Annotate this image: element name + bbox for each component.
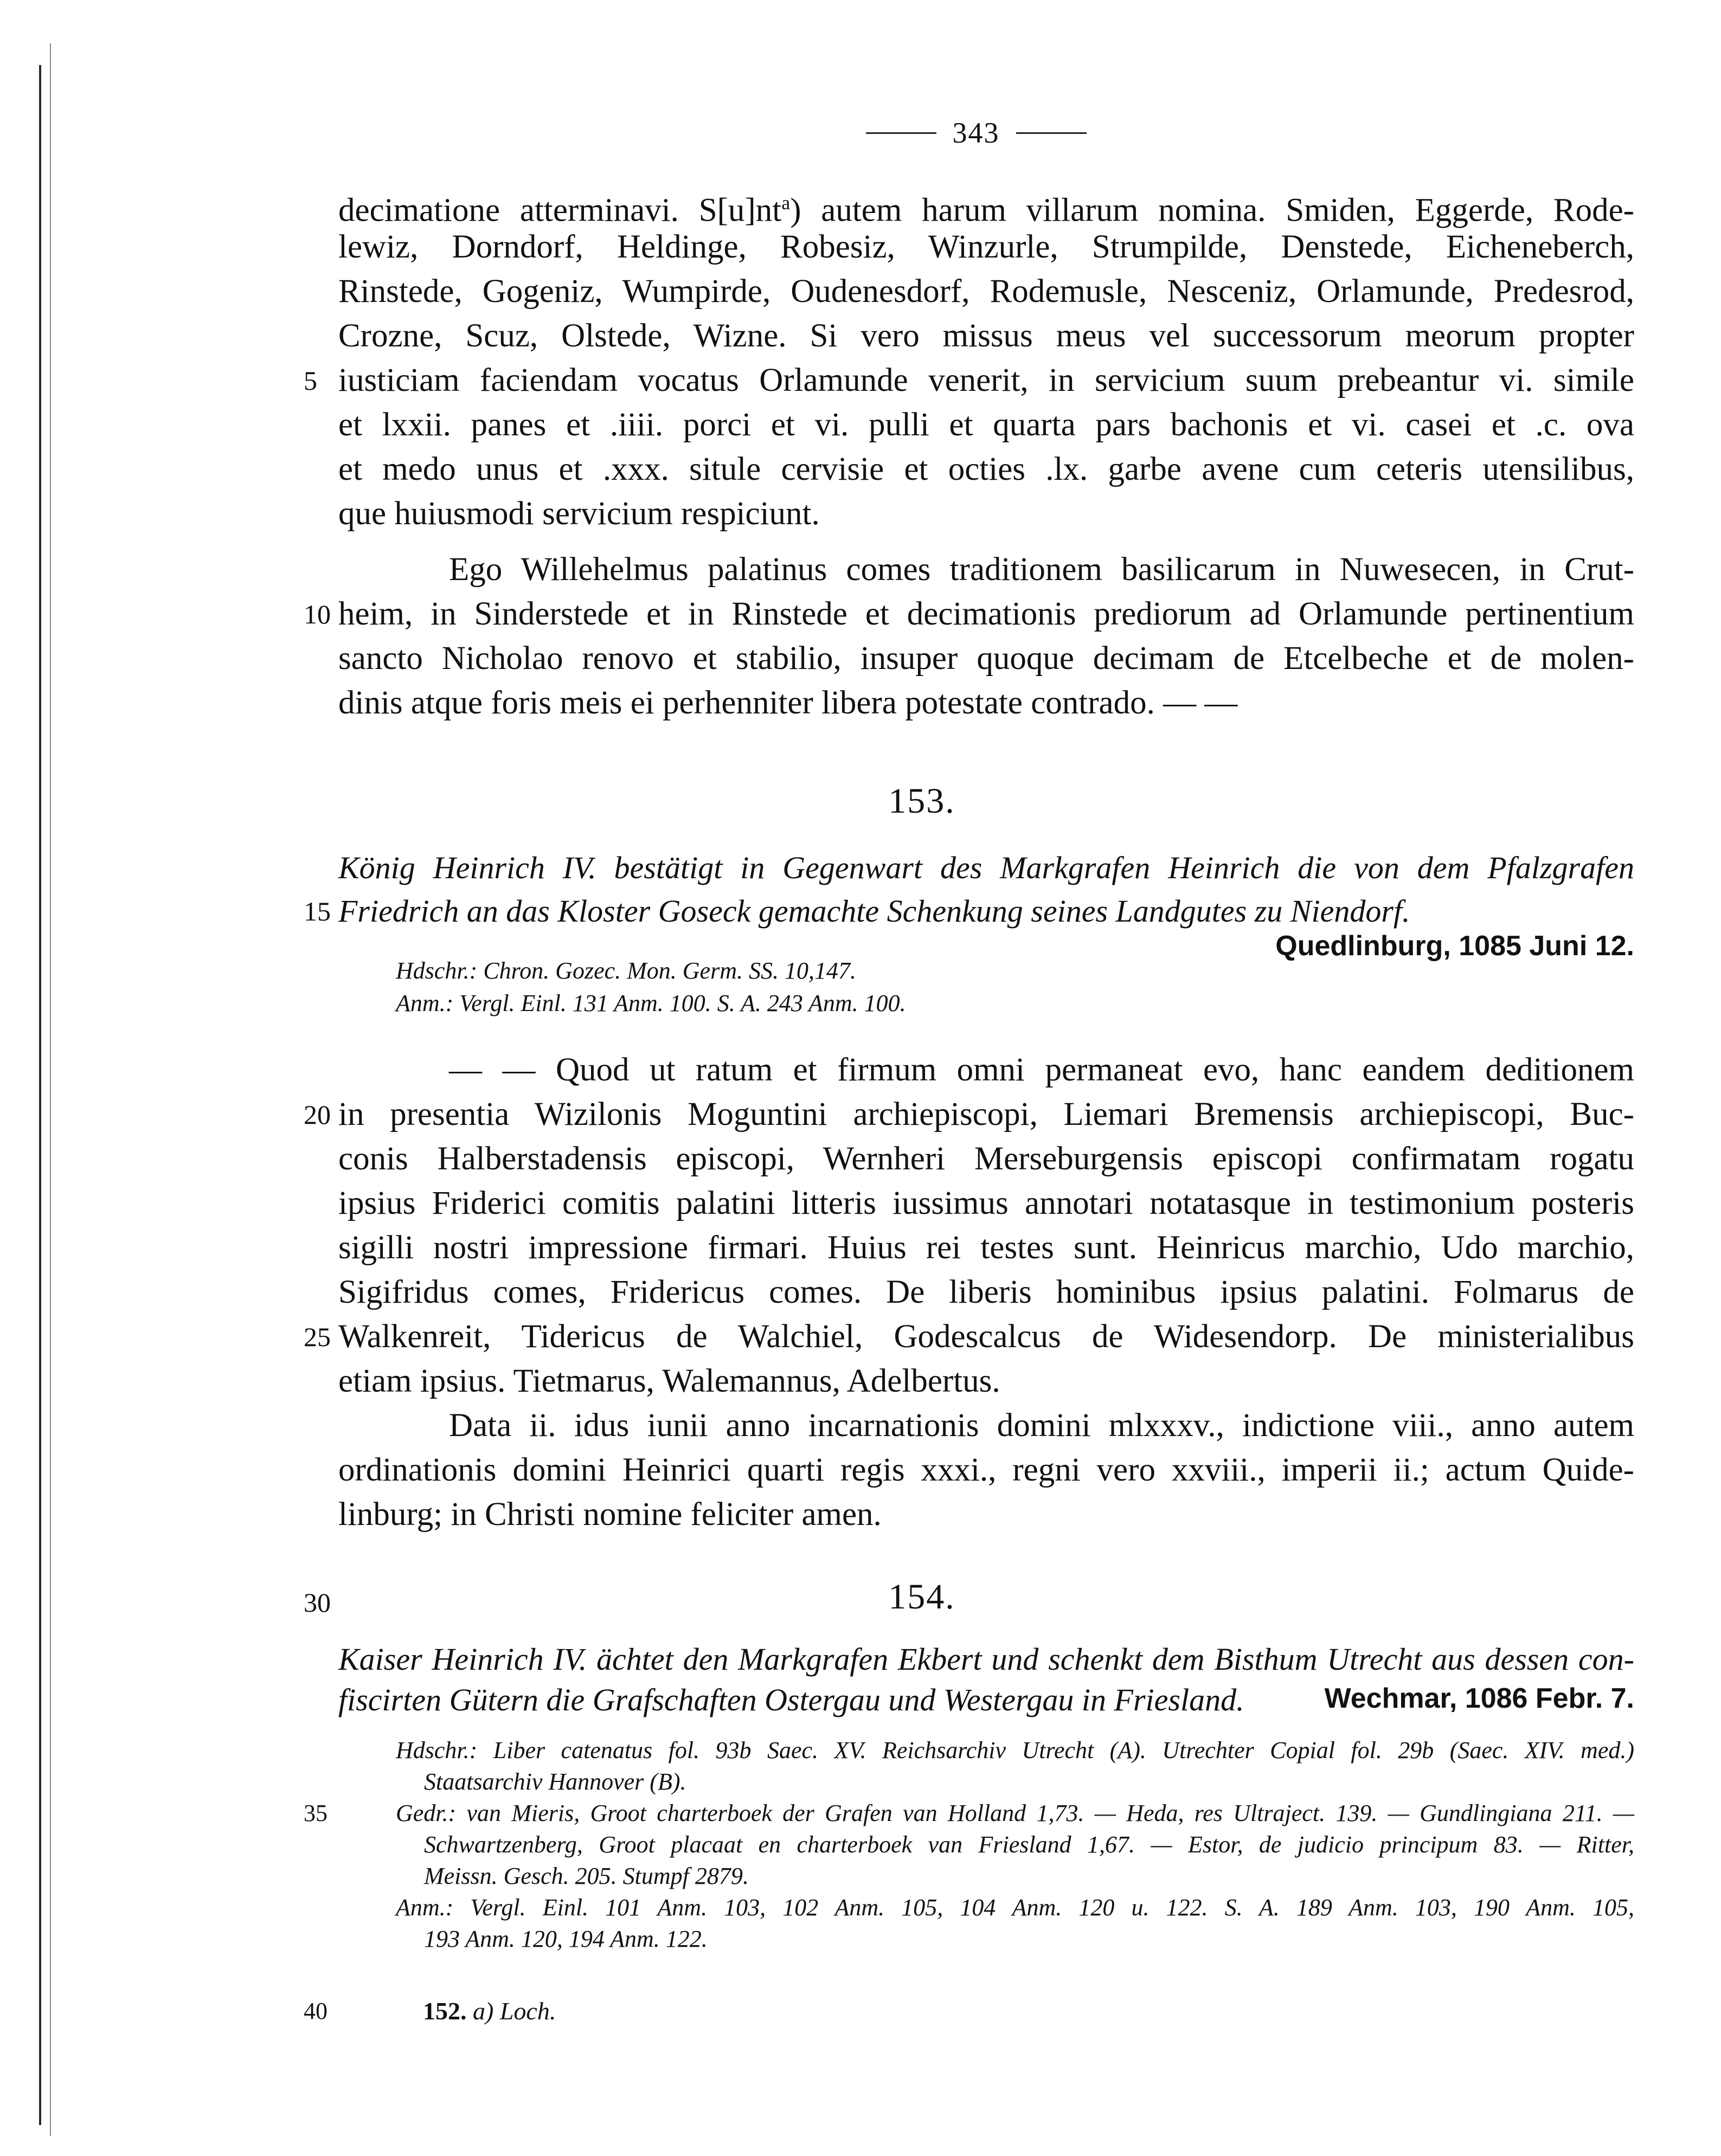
footnote <box>423 1995 556 2028</box>
line-number: 15 <box>304 896 331 926</box>
text-line: in presentia Wizilonis Moguntini archiepiscopi, Liemari Bremensis archiepiscopi, Buc- <box>338 1096 1634 1132</box>
line-number: 25 <box>304 1322 331 1352</box>
scan-edge-line <box>39 65 41 2125</box>
regest-line: Kaiser Heinrich IV. ächtet den Markgrafen Ekbert und schenkt dem Bisthum Utrecht aus dessen con- <box>338 1642 1634 1677</box>
text-line: — — Quod ut ratum et firmum omni permaneat evo, hanc eandem deditionem <box>449 1052 1634 1088</box>
regest-line: König Heinrich IV. bestätigt in Gegenwart des Markgrafen Heinrich die von dem Pfalzgrafen <box>338 850 1634 885</box>
text-line: et medo unus et .xxx. situle cervisie et octies .lx. garbe avene cum ceteris utensilibus, <box>338 451 1634 487</box>
line-number: 35 <box>304 1800 327 1826</box>
regest-line: Friedrich an das Kloster Goseck gemachte Schenkung seines Landgutes zu Niendorf. <box>338 893 1410 929</box>
place-date: Wechmar, 1086 Febr. 7. <box>1324 1683 1634 1714</box>
text-line: Crozne, Scuz, Olstede, Wizne. Si vero missus meus vel successorum meorum propter <box>338 318 1634 354</box>
annotation-note: 193 Anm. 120, 194 Anm. 122. <box>424 1926 708 1952</box>
place-date: Quedlinburg, 1085 Juni 12. <box>1275 930 1634 962</box>
text-line: Ego Willehelmus palatinus comes traditionem basilicarum in Nuwesecen, in Crut- <box>449 551 1634 588</box>
text-line: decimatione atterminavi. $S[u]nt^a$) autem harum villarum nomina. Smiden, Eggerde, Rode- <box>338 192 1634 229</box>
footnote-ref: 152. <box>423 1997 467 2025</box>
text-line: lewiz, Dorndorf, Heldinge, Robesiz, Winzurle, Strumpilde, Denstede, Eicheneberch, <box>338 229 1634 265</box>
document-number: 153. <box>888 781 955 821</box>
text-line: sancto Nicholao renovo et stabilio, insuper quoque decimam de Etcelbeche et de molen- <box>338 640 1634 677</box>
text-line: Rinstede, Gogeniz, Wumpirde, Oudenesdorf, Rodemusle, Nesceniz, Orlamunde, Predesrod, <box>338 273 1634 310</box>
text-line: Data ii. idus iunii anno incarnationis domini mlxxxv., indictione viii., anno autem <box>449 1407 1634 1444</box>
text-line: Walkenreit, Tidericus de Walchiel, Godescalcus de Widesendorp. De ministerialibus <box>338 1318 1634 1355</box>
footnote-text: a) Loch. <box>473 1997 556 2025</box>
text-line: etiam ipsius. Tietmarus, Walemannus, Adelbertus. <box>338 1363 1000 1399</box>
page-number: 343 <box>952 117 1000 149</box>
text-line: et lxxii. panes et .iiii. porci et vi. pulli et quarta pars bachonis et vi. casei et .c. ova <box>338 407 1634 443</box>
text-line: conis Halberstadensis episcopi, Wernheri Merseburgensis episcopi confirmatam rogatu <box>338 1141 1634 1177</box>
text-line: sigilli nostri impressione firmari. Huius rei testes sunt. Heinricus marchio, Udo marchio, <box>338 1230 1634 1266</box>
print-note: Schwartzenberg, Groot placaat en charterboek van Friesland 1,67. — Estor, de judicio principum 83. — Ritter, <box>424 1831 1634 1858</box>
annotation-note: Anm.: Vergl. Einl. 101 Anm. 103, 102 Anm. 105, 104 Anm. 120 u. 122. S. A. 189 Anm. 103, 190 Anm. 105, <box>396 1894 1634 1921</box>
header-dash-right <box>1016 132 1087 134</box>
document-number: 154. <box>888 1577 955 1617</box>
text-line: iusticiam faciendam vocatus Orlamunde venerit, in servicium suum prebeantur vi. simile <box>338 362 1634 398</box>
line-number: 5 <box>304 365 317 396</box>
manuscript-note: Hdschr.: Liber catenatus fol. 93b Saec. XV. Reichsarchiv Utrecht (A). Utrechter Copial fol. 29b (Saec. XIV. med.) <box>396 1737 1634 1764</box>
manuscript-note: Hdschr.: Chron. Gozec. Mon. Germ. SS. 10,147. <box>396 957 856 984</box>
text-line: ipsius Friderici comitis palatini litteris iussimus annotari notatasque in testimonium posteris <box>338 1185 1634 1221</box>
print-note: Meissn. Gesch. 205. Stumpf 2879. <box>424 1863 749 1889</box>
text-line: dinis atque foris meis ei perhenniter libera potestate contrado. — — <box>338 685 1238 721</box>
manuscript-note: Staatsarchiv Hannover (B). <box>424 1768 686 1795</box>
text-line: que huiusmodi servicium respiciunt. <box>338 495 820 532</box>
regest-line: fiscirten Gütern die Grafschaften Ostergau und Westergau in Friesland. <box>338 1682 1244 1717</box>
line-number: 30 <box>304 1587 331 1618</box>
line-number: 40 <box>304 1998 327 2024</box>
print-note: Gedr.: van Mieris, Groot charterboek der Grafen van Holland 1,73. — Heda, res Ultraject. 139. — Gundlingiana 211. — <box>396 1800 1634 1826</box>
text-line: Sigifridus comes, Fridericus comes. De liberis hominibus ipsius palatini. Folmarus de <box>338 1274 1634 1310</box>
text-line: ordinationis domini Heinrici quarti regis xxxi., regni vero xxviii., imperii ii.; actum Quide- <box>338 1452 1634 1488</box>
text-line: heim, in Sinderstede et in Rinstede et decimationis prediorum ad Orlamunde pertinentium <box>338 596 1634 632</box>
header-dash-left <box>866 132 936 134</box>
annotation-note: Anm.: Vergl. Einl. 131 Anm. 100. S. A. 243 Anm. 100. <box>396 990 906 1016</box>
page-header <box>813 111 1139 155</box>
text-line: linburg; in Christi nomine feliciter amen. <box>338 1496 882 1533</box>
scan-edge-line-faint <box>50 43 51 2136</box>
line-number: 20 <box>304 1099 331 1130</box>
line-number: 10 <box>304 599 331 629</box>
